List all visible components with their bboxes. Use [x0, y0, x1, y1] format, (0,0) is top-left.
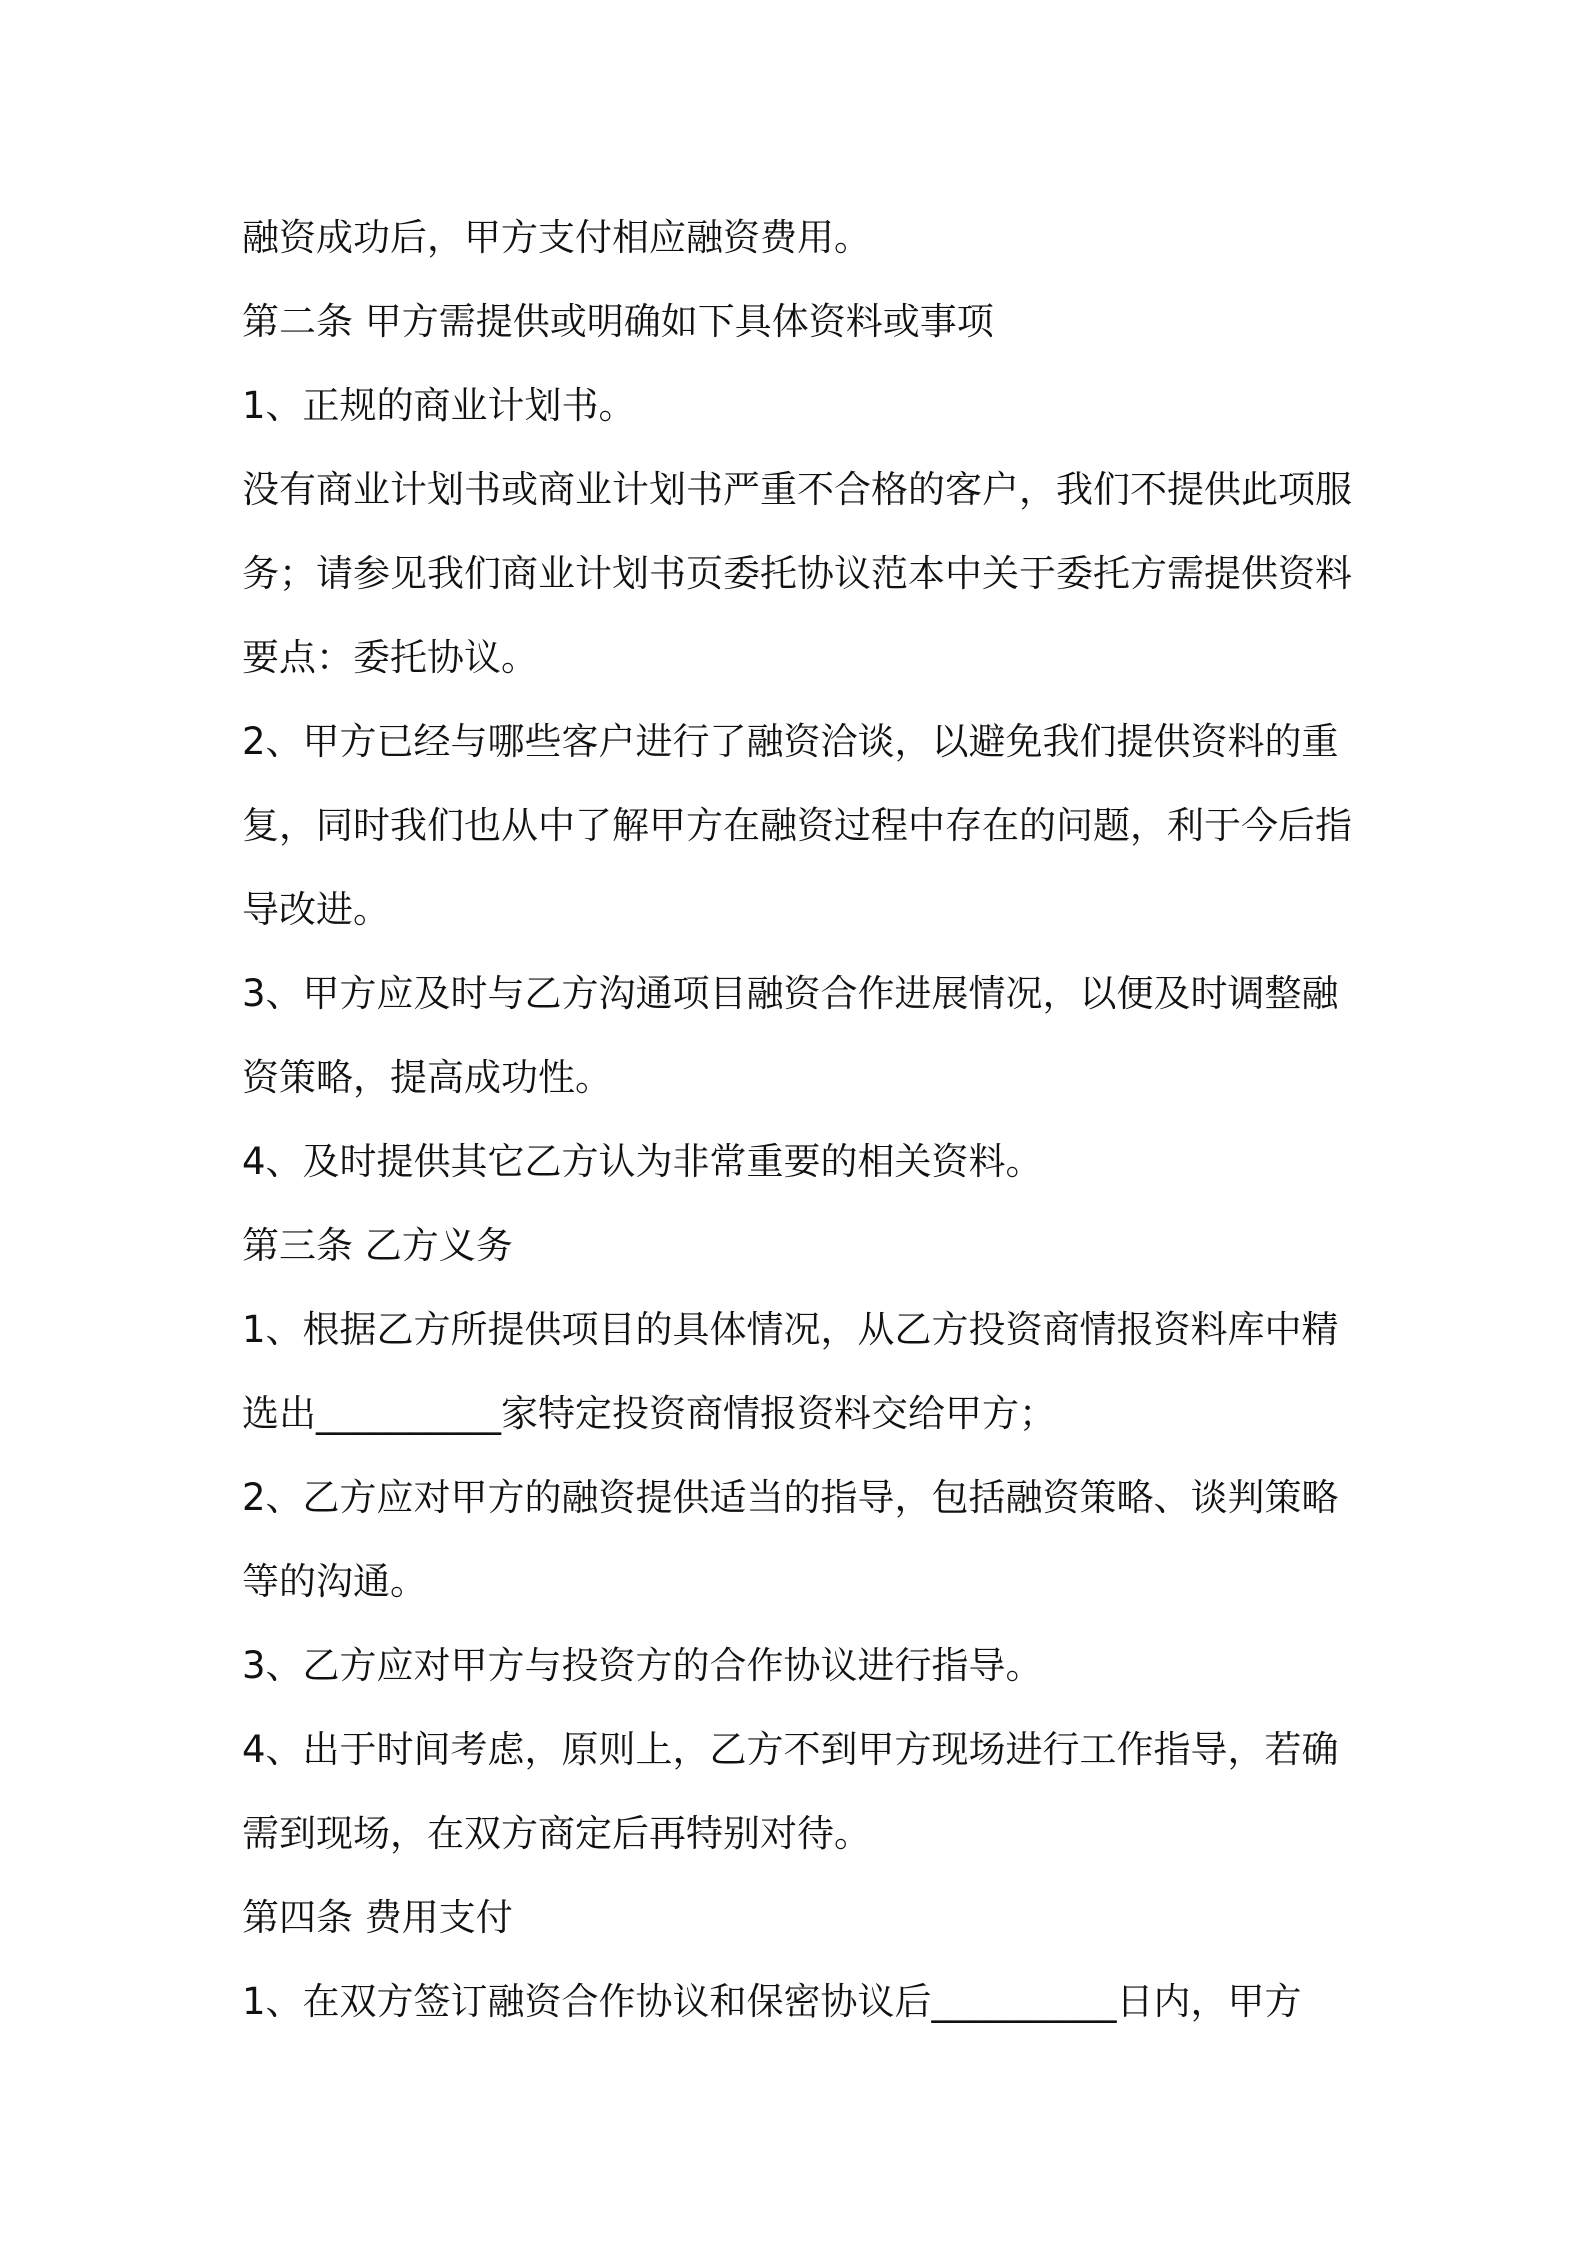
text-line: 要点：委托协议。: [242, 636, 538, 679]
text-line: 4、及时提供其它乙方认为非常重要的相关资料。: [242, 1140, 1043, 1183]
text-line: 1、正规的商业计划书。: [242, 384, 636, 427]
text-line: 导改进。: [242, 888, 390, 931]
text-line: 融资成功后，甲方支付相应融资费用。: [242, 216, 871, 259]
text-line: 1、根据乙方所提供项目的具体情况，从乙方投资商情报资料库中精: [242, 1308, 1339, 1351]
text-line: 4、出于时间考虑，原则上，乙方不到甲方现场进行工作指导，若确: [242, 1728, 1339, 1771]
text-line: 需到现场，在双方商定后再特别对待。: [242, 1812, 871, 1855]
section-heading: 第二条 甲方需提供或明确如下具体资料或事项: [242, 300, 994, 343]
text-line: 2、甲方已经与哪些客户进行了融资洽谈，以避免我们提供资料的重: [242, 720, 1339, 763]
text-line: 没有商业计划书或商业计划书严重不合格的客户，我们不提供此项服: [242, 468, 1352, 511]
text-line: 资策略，提高成功性。: [242, 1056, 612, 1099]
text-line: 3、甲方应及时与乙方沟通项目融资合作进展情况，以便及时调整融: [242, 972, 1339, 1015]
text-line: 2、乙方应对甲方的融资提供适当的指导，包括融资策略、谈判策略: [242, 1476, 1339, 1519]
text-line: 3、乙方应对甲方与投资方的合作协议进行指导。: [242, 1644, 1043, 1687]
document-body: [242, 196, 1362, 2044]
section-heading: 第三条 乙方义务: [242, 1224, 513, 1267]
section-heading: 第四条 费用支付: [242, 1896, 513, 1939]
text-line: 复，同时我们也从中了解甲方在融资过程中存在的问题，利于今后指: [242, 804, 1352, 847]
text-line-with-blank: 选出__________家特定投资商情报资料交给甲方；: [242, 1392, 1056, 1435]
text-line: 等的沟通。: [242, 1560, 427, 1603]
text-line-with-blank: 1、在双方签订融资合作协议和保密协议后__________日内，甲方: [242, 1980, 1302, 2023]
text-line: 务；请参见我们商业计划书页委托协议范本中关于委托方需提供资料: [242, 552, 1352, 595]
